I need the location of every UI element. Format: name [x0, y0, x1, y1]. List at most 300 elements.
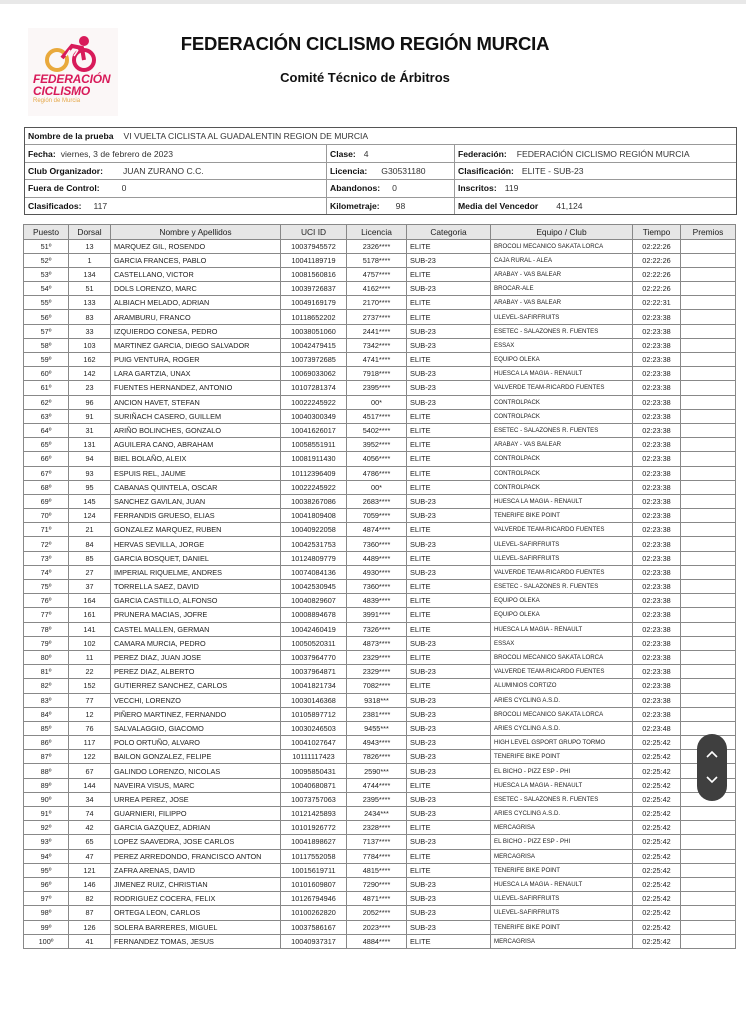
cell-dorsal: 117 [69, 736, 111, 750]
cell-uci-id: 10022245922 [281, 480, 347, 494]
cell-categoria: ELITE [407, 523, 491, 537]
cell-licencia: 4871**** [347, 892, 407, 906]
cell-nombre: GARCIA FRANCES, PABLO [111, 253, 281, 267]
cell-puesto: 73º [24, 551, 69, 565]
table-row [24, 480, 736, 494]
cell-tiempo: 02:23:38 [633, 509, 681, 523]
cell-tiempo: 02:22:26 [633, 253, 681, 267]
cell-premios [681, 679, 736, 693]
federation-logo [28, 28, 118, 116]
cell-premios [681, 523, 736, 537]
cell-equipo: ARABAY - VAS BALEAR [491, 267, 633, 281]
cell-puesto: 58º [24, 338, 69, 352]
cell-nombre: ZAFRA ARENAS, DAVID [111, 863, 281, 877]
cell-dorsal: 131 [69, 438, 111, 452]
licencia-value: G30531180 [381, 165, 426, 176]
table-row [24, 608, 736, 622]
cell-licencia: 7360**** [347, 537, 407, 551]
cell-tiempo: 02:23:38 [633, 367, 681, 381]
cell-puesto: 54º [24, 282, 69, 296]
cell-nombre: DOLS LORENZO, MARC [111, 282, 281, 296]
cell-categoria: SUB-23 [407, 807, 491, 821]
cell-dorsal: 141 [69, 622, 111, 636]
table-row [24, 282, 736, 296]
table-row [24, 239, 736, 253]
cell-premios [681, 863, 736, 877]
cell-dorsal: 37 [69, 580, 111, 594]
info-row-clasificados [25, 197, 736, 214]
cell-puesto: 87º [24, 750, 69, 764]
fuera-label: Fuera de Control: [28, 183, 100, 194]
table-row [24, 338, 736, 352]
cell-categoria: SUB-23 [407, 764, 491, 778]
cell-premios [681, 282, 736, 296]
cell-premios [681, 636, 736, 650]
cell-tiempo: 02:23:38 [633, 679, 681, 693]
cell-tiempo: 02:23:38 [633, 565, 681, 579]
cell-puesto: 89º [24, 778, 69, 792]
cell-equipo: CAJA RURAL - ALEA [491, 253, 633, 267]
cell-puesto: 66º [24, 452, 69, 466]
cell-categoria: ELITE [407, 438, 491, 452]
cell-nombre: FERNANDEZ TOMAS, JESUS [111, 934, 281, 948]
cell-puesto: 81º [24, 665, 69, 679]
cell-categoria: SUB-23 [407, 509, 491, 523]
table-row [24, 863, 736, 877]
cell-dorsal: 76 [69, 721, 111, 735]
cell-categoria: ELITE [407, 849, 491, 863]
cell-categoria: ELITE [407, 778, 491, 792]
cell-equipo: ULEVEL-SAFIRFRUITS [491, 892, 633, 906]
cell-premios [681, 395, 736, 409]
nombre-label: Nombre de la prueba [28, 131, 114, 142]
cell-equipo: EL BICHO - PIZZ ESP - PHI [491, 835, 633, 849]
cell-premios [681, 324, 736, 338]
cell-uci-id: 10050520311 [281, 636, 347, 650]
cell-categoria: ELITE [407, 551, 491, 565]
cell-equipo: HUESCA LA MAGIA - RENAULT [491, 622, 633, 636]
table-row [24, 253, 736, 267]
cell-puesto: 86º [24, 736, 69, 750]
cell-categoria: SUB-23 [407, 835, 491, 849]
table-row [24, 693, 736, 707]
cell-dorsal: 102 [69, 636, 111, 650]
inscritos-value: 119 [504, 183, 519, 194]
cell-licencia: 7918**** [347, 367, 407, 381]
cell-nombre: MARTINEZ GARCIA, DIEGO SALVADOR [111, 338, 281, 352]
cell-premios [681, 906, 736, 920]
table-row [24, 792, 736, 806]
cell-puesto: 88º [24, 764, 69, 778]
cell-nombre: NAVEIRA VISUS, MARC [111, 778, 281, 792]
cell-equipo: TENERIFE BIKE POINT [491, 750, 633, 764]
cell-licencia: 2329**** [347, 650, 407, 664]
table-row [24, 267, 736, 281]
cell-categoria: ELITE [407, 934, 491, 948]
cell-equipo: HUESCA LA MAGIA - RENAULT [491, 367, 633, 381]
cell-nombre: IMPERIAL RIQUELME, ANDRES [111, 565, 281, 579]
cell-categoria: ELITE [407, 679, 491, 693]
cell-equipo: BROCOLI MECANICO SAKATA LORCA [491, 650, 633, 664]
table-row [24, 807, 736, 821]
cell-dorsal: 144 [69, 778, 111, 792]
cell-categoria: SUB-23 [407, 636, 491, 650]
cell-nombre: IZQUIERDO CONESA, PEDRO [111, 324, 281, 338]
federacion-value: FEDERACIÓN CICLISMO REGIÓN MURCIA [516, 148, 690, 159]
cell-uci-id: 10040680871 [281, 778, 347, 792]
cell-dorsal: 27 [69, 565, 111, 579]
clasificados-label: Clasificados: [28, 200, 82, 211]
cell-uci-id: 10118652202 [281, 310, 347, 324]
cell-licencia: 00* [347, 395, 407, 409]
cell-tiempo: 02:23:38 [633, 551, 681, 565]
cell-tiempo: 02:23:38 [633, 324, 681, 338]
cell-categoria: ELITE [407, 296, 491, 310]
cell-dorsal: 84 [69, 537, 111, 551]
cell-dorsal: 42 [69, 821, 111, 835]
logo-line1: FEDERACIÓN [33, 72, 111, 86]
cell-nombre: PRUNERA MACIAS, JOFRE [111, 608, 281, 622]
cell-equipo: CONTROLPACK [491, 452, 633, 466]
cell-puesto: 98º [24, 906, 69, 920]
cell-dorsal: 11 [69, 650, 111, 664]
cell-categoria: SUB-23 [407, 395, 491, 409]
cell-premios [681, 438, 736, 452]
cell-tiempo: 02:23:38 [633, 580, 681, 594]
cell-equipo: ESETEC - SALAZONES R. FUENTES [491, 324, 633, 338]
cell-dorsal: 82 [69, 892, 111, 906]
cell-uci-id: 10121425893 [281, 807, 347, 821]
cell-premios [681, 466, 736, 480]
cell-uci-id: 10042531753 [281, 537, 347, 551]
cell-dorsal: 121 [69, 863, 111, 877]
table-row [24, 665, 736, 679]
column-header-puesto: Puesto [24, 225, 69, 240]
cell-categoria: ELITE [407, 466, 491, 480]
table-row [24, 537, 736, 551]
cell-nombre: PEREZ DIAZ, ALBERTO [111, 665, 281, 679]
cell-puesto: 97º [24, 892, 69, 906]
cell-uci-id: 10073757063 [281, 792, 347, 806]
cell-uci-id: 10022245922 [281, 395, 347, 409]
table-row [24, 594, 736, 608]
cell-licencia: 00* [347, 480, 407, 494]
cell-nombre: JIMENEZ RUIZ, CHRISTIAN [111, 877, 281, 891]
cell-uci-id: 10041821734 [281, 679, 347, 693]
cell-dorsal: 146 [69, 877, 111, 891]
cell-categoria: ELITE [407, 594, 491, 608]
cell-categoria: SUB-23 [407, 324, 491, 338]
cell-uci-id: 10040300349 [281, 409, 347, 423]
cell-categoria: ELITE [407, 310, 491, 324]
cell-licencia: 7137**** [347, 835, 407, 849]
logo-line3: Región de Murcia [33, 98, 81, 104]
cell-premios [681, 877, 736, 891]
nombre-value: VI VUELTA CICLISTA AL GUADALENTIN REGION DE MURCIA [123, 131, 369, 142]
cell-dorsal: 34 [69, 792, 111, 806]
cell-equipo: ULEVEL-SAFIRFRUITS [491, 537, 633, 551]
cell-licencia: 2381**** [347, 707, 407, 721]
cell-puesto: 79º [24, 636, 69, 650]
cell-categoria: SUB-23 [407, 920, 491, 934]
cell-premios [681, 934, 736, 948]
cell-dorsal: 51 [69, 282, 111, 296]
cell-licencia: 4489**** [347, 551, 407, 565]
info-row-fuera [25, 179, 736, 196]
cell-uci-id: 10124809779 [281, 551, 347, 565]
cell-puesto: 51º [24, 239, 69, 253]
cell-dorsal: 33 [69, 324, 111, 338]
cell-licencia: 7290**** [347, 877, 407, 891]
cell-puesto: 83º [24, 693, 69, 707]
cell-equipo: ULEVEL-SAFIRFRUITS [491, 906, 633, 920]
table-row [24, 920, 736, 934]
cell-tiempo: 02:25:42 [633, 835, 681, 849]
cell-equipo: CONTROLPACK [491, 409, 633, 423]
cell-dorsal: 91 [69, 409, 111, 423]
cell-uci-id: 10041027647 [281, 736, 347, 750]
cell-puesto: 80º [24, 650, 69, 664]
cell-tiempo: 02:25:42 [633, 892, 681, 906]
info-row-club [25, 162, 736, 179]
cell-uci-id: 10107281374 [281, 381, 347, 395]
cell-tiempo: 02:25:42 [633, 877, 681, 891]
cell-categoria: ELITE [407, 580, 491, 594]
cell-puesto: 59º [24, 353, 69, 367]
cell-dorsal: 31 [69, 423, 111, 437]
cell-tiempo: 02:22:31 [633, 296, 681, 310]
cell-categoria: SUB-23 [407, 665, 491, 679]
cell-licencia: 2328**** [347, 821, 407, 835]
cell-puesto: 76º [24, 594, 69, 608]
cell-tiempo: 02:25:42 [633, 792, 681, 806]
cell-equipo: VALVERDE TEAM-RICARDO FUENTES [491, 665, 633, 679]
cell-licencia: 2683**** [347, 494, 407, 508]
page-title: FEDERACIÓN CICLISMO REGIÓN MURCIA [180, 33, 550, 54]
cell-equipo: VALVERDE TEAM-RICARDO FUENTES [491, 523, 633, 537]
cell-dorsal: 161 [69, 608, 111, 622]
cell-equipo: ESSAX [491, 338, 633, 352]
cell-equipo: CONTROLPACK [491, 480, 633, 494]
cell-uci-id: 10037964770 [281, 650, 347, 664]
cell-uci-id: 10008894678 [281, 608, 347, 622]
cell-licencia: 2395**** [347, 381, 407, 395]
inscritos-label: Inscritos: [458, 183, 497, 194]
page-scroll-control [697, 734, 727, 801]
logo-line2: CICLISMO [33, 84, 91, 98]
scroll-down-button[interactable] [697, 766, 727, 794]
cell-nombre: LOPEZ SAAVEDRA, JOSE CARLOS [111, 835, 281, 849]
fuera-value: 0 [121, 183, 127, 194]
cell-categoria: ELITE [407, 239, 491, 253]
column-header-tiempo: Tiempo [633, 225, 681, 240]
cell-uci-id: 10039726837 [281, 282, 347, 296]
cell-dorsal: 83 [69, 310, 111, 324]
cell-equipo: BROCOLI MECANICO SAKATA LORCA [491, 239, 633, 253]
cyclist-icon [44, 34, 100, 74]
cell-equipo: BROCAR-ALE [491, 282, 633, 296]
cell-puesto: 92º [24, 821, 69, 835]
table-row [24, 409, 736, 423]
cell-nombre: POLO ORTUÑO, ALVARO [111, 736, 281, 750]
cell-licencia: 2434*** [347, 807, 407, 821]
table-row [24, 466, 736, 480]
cell-premios [681, 253, 736, 267]
cell-tiempo: 02:25:42 [633, 764, 681, 778]
cell-dorsal: 124 [69, 509, 111, 523]
cell-nombre: PEREZ ARREDONDO, FRANCISCO ANTON [111, 849, 281, 863]
cell-tiempo: 02:23:38 [633, 622, 681, 636]
cell-categoria: SUB-23 [407, 892, 491, 906]
cell-premios [681, 310, 736, 324]
table-row [24, 423, 736, 437]
cell-uci-id: 10112396409 [281, 466, 347, 480]
cell-licencia: 7342**** [347, 338, 407, 352]
table-row [24, 523, 736, 537]
cell-equipo: BROCOLI MECANICO SAKATA LORCA [491, 707, 633, 721]
cell-dorsal: 152 [69, 679, 111, 693]
cell-uci-id: 10037945572 [281, 239, 347, 253]
cell-licencia: 5402**** [347, 423, 407, 437]
cell-equipo: ALUMINIOS CORTIZO [491, 679, 633, 693]
km-label: Kilometraje: [330, 200, 380, 211]
cell-uci-id: 10038051060 [281, 324, 347, 338]
cell-equipo: ARABAY - VAS BALEAR [491, 296, 633, 310]
cell-dorsal: 145 [69, 494, 111, 508]
table-row [24, 821, 736, 835]
cell-equipo: VALVERDE TEAM-RICARDO FUENTES [491, 565, 633, 579]
cell-categoria: SUB-23 [407, 253, 491, 267]
cell-nombre: AGUILERA CANO, ABRAHAM [111, 438, 281, 452]
cell-tiempo: 02:23:38 [633, 480, 681, 494]
cell-premios [681, 821, 736, 835]
media-label: Media del Vencedor [458, 200, 539, 211]
cell-licencia: 4786**** [347, 466, 407, 480]
cell-licencia: 4943**** [347, 736, 407, 750]
cell-licencia: 7326**** [347, 622, 407, 636]
cell-tiempo: 02:23:38 [633, 537, 681, 551]
cell-dorsal: 47 [69, 849, 111, 863]
page-subtitle: Comité Técnico de Árbitros [280, 70, 450, 85]
cell-nombre: GALINDO LORENZO, NICOLAS [111, 764, 281, 778]
abandonos-value: 0 [392, 183, 397, 194]
cell-uci-id: 10111117423 [281, 750, 347, 764]
cell-equipo: ARABAY - VAS BALEAR [491, 438, 633, 452]
cell-dorsal: 23 [69, 381, 111, 395]
chevron-up-icon [706, 750, 718, 758]
cell-equipo: MERCAGRISA [491, 849, 633, 863]
cell-uci-id: 10037586167 [281, 920, 347, 934]
cell-nombre: GARCIA CASTILLO, ALFONSO [111, 594, 281, 608]
cell-tiempo: 02:23:38 [633, 594, 681, 608]
cell-puesto: 67º [24, 466, 69, 480]
info-row-nombre [25, 128, 736, 144]
cell-nombre: SURIÑACH CASERO, GUILLEM [111, 409, 281, 423]
scroll-up-button[interactable] [697, 740, 727, 768]
cell-equipo: ARIES CYCLING A.S.D. [491, 807, 633, 821]
cell-dorsal: 103 [69, 338, 111, 352]
cell-nombre: FUENTES HERNANDEZ, ANTONIO [111, 381, 281, 395]
race-info-box [24, 127, 737, 215]
cell-nombre: SALVALAGGIO, GIACOMO [111, 721, 281, 735]
cell-nombre: TORRELLA SAEZ, DAVID [111, 580, 281, 594]
cell-nombre: GUARNIERI, FILIPPO [111, 807, 281, 821]
cell-nombre: SANCHEZ GAVILAN, JUAN [111, 494, 281, 508]
cell-tiempo: 02:23:38 [633, 523, 681, 537]
cell-tiempo: 02:23:38 [633, 693, 681, 707]
cell-equipo: VALVERDE TEAM-RICARDO FUENTES [491, 381, 633, 395]
cell-categoria: SUB-23 [407, 338, 491, 352]
cell-uci-id: 10041898627 [281, 835, 347, 849]
cell-puesto: 71º [24, 523, 69, 537]
cell-premios [681, 622, 736, 636]
cell-licencia: 4741**** [347, 353, 407, 367]
cell-licencia: 4839**** [347, 594, 407, 608]
table-row [24, 877, 736, 891]
cell-tiempo: 02:25:42 [633, 750, 681, 764]
table-row [24, 438, 736, 452]
cell-uci-id: 10042460419 [281, 622, 347, 636]
cell-tiempo: 02:23:38 [633, 310, 681, 324]
cell-premios [681, 537, 736, 551]
cell-premios [681, 338, 736, 352]
table-row [24, 721, 736, 735]
cell-equipo: EL BICHO - PIZZ ESP - PHI [491, 764, 633, 778]
cell-premios [681, 267, 736, 281]
table-row [24, 353, 736, 367]
cell-uci-id: 10038267086 [281, 494, 347, 508]
cell-tiempo: 02:25:42 [633, 778, 681, 792]
cell-nombre: BAILON GONZALEZ, FELIPE [111, 750, 281, 764]
cell-tiempo: 02:25:42 [633, 807, 681, 821]
cell-uci-id: 10081911430 [281, 452, 347, 466]
cell-licencia: 2737**** [347, 310, 407, 324]
cell-licencia: 4056**** [347, 452, 407, 466]
cell-uci-id: 10074084136 [281, 565, 347, 579]
cell-premios [681, 494, 736, 508]
cell-dorsal: 96 [69, 395, 111, 409]
cell-equipo: HUESCA LA MAGIA - RENAULT [491, 778, 633, 792]
cell-dorsal: 74 [69, 807, 111, 821]
cell-tiempo: 02:25:42 [633, 736, 681, 750]
cell-premios [681, 580, 736, 594]
cell-tiempo: 02:23:38 [633, 423, 681, 437]
cell-categoria: SUB-23 [407, 906, 491, 920]
cell-nombre: LARA GARTZIA, UNAX [111, 367, 281, 381]
fecha-value: viernes, 3 de febrero de 2023 [60, 148, 173, 159]
cell-equipo: TENERIFE BIKE POINT [491, 509, 633, 523]
cell-nombre: HERVAS SEVILLA, JORGE [111, 537, 281, 551]
cell-dorsal: 122 [69, 750, 111, 764]
cell-puesto: 61º [24, 381, 69, 395]
cell-tiempo: 02:22:26 [633, 239, 681, 253]
cell-equipo: ARIES CYCLING A.S.D. [491, 721, 633, 735]
cell-equipo: HUESCA LA MAGIA - RENAULT [491, 494, 633, 508]
cell-premios [681, 665, 736, 679]
cell-categoria: SUB-23 [407, 792, 491, 806]
cell-dorsal: 164 [69, 594, 111, 608]
column-header-categoria: Categoria [407, 225, 491, 240]
cell-tiempo: 02:25:42 [633, 849, 681, 863]
cell-licencia: 4873**** [347, 636, 407, 650]
cell-categoria: ELITE [407, 353, 491, 367]
cell-premios [681, 693, 736, 707]
clasificados-value: 117 [93, 200, 108, 211]
table-row [24, 381, 736, 395]
cell-tiempo: 02:23:38 [633, 409, 681, 423]
cell-premios [681, 892, 736, 906]
cell-premios [681, 707, 736, 721]
